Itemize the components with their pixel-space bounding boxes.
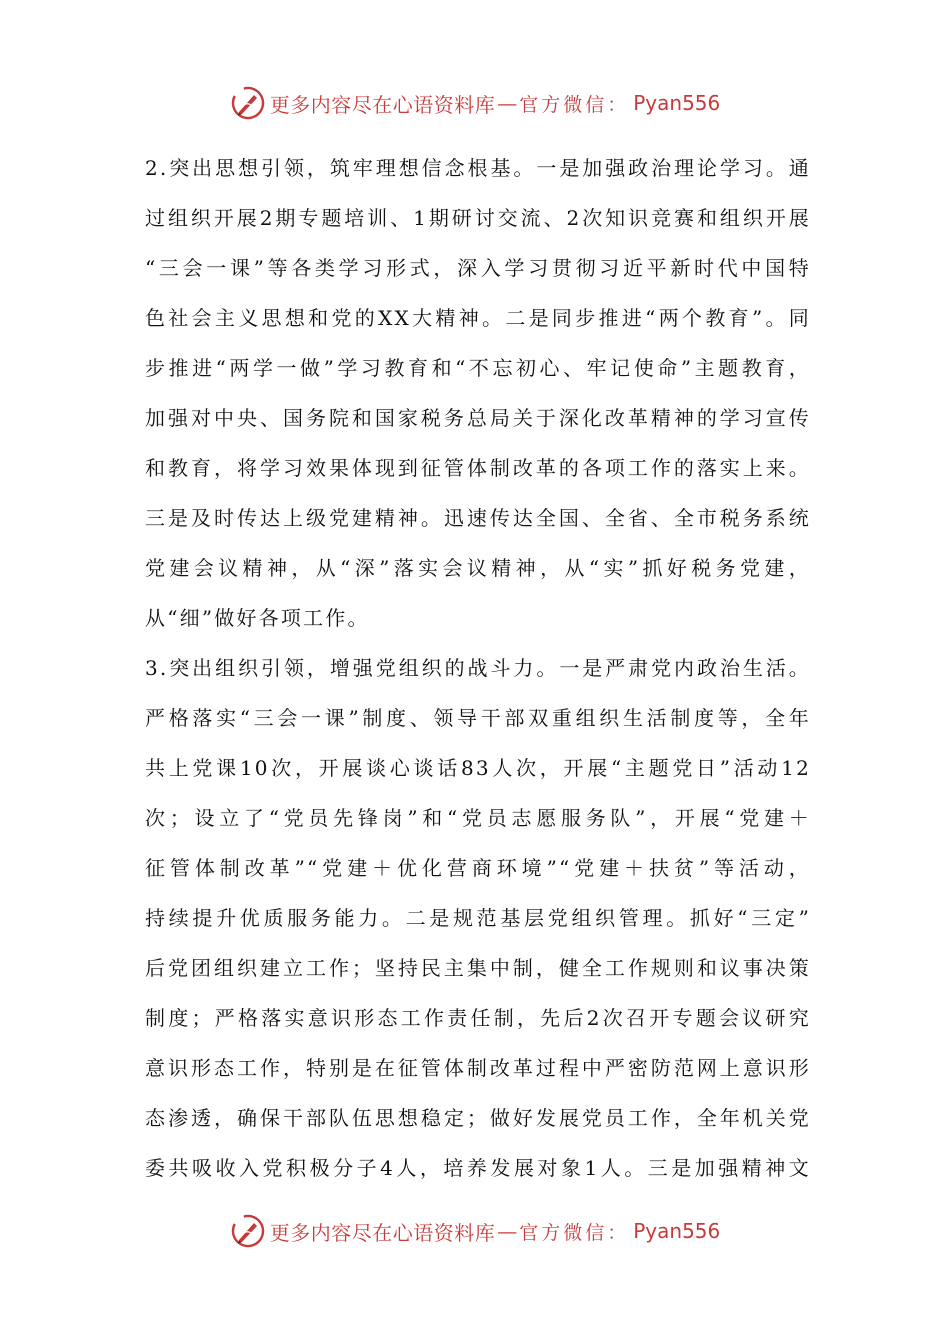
watermark-dash: — — [497, 91, 518, 115]
document-body — [145, 148, 811, 1198]
body-line: 步推进“两学一做”学习教育和“不忘初心、牢记使命”主题教育， — [145, 356, 811, 380]
body-line: 持续提升优质服务能力。二是规范基层党组织管理。抓好“三定” — [145, 906, 811, 930]
watermark-dash: — — [497, 1219, 518, 1243]
body-line: 过组织开展2期专题培训、1期研讨交流、2次知识竞赛和组织开展 — [145, 206, 811, 230]
body-line: 党建会议精神，从“深”落实会议精神，从“实”抓好税务党建， — [145, 556, 811, 580]
pen-circle-logo-icon — [230, 85, 266, 121]
watermark-wechat-label: 官方微信： — [519, 93, 630, 116]
watermark-wechat-label: 官方微信： — [519, 1221, 630, 1244]
body-line: 共上党课10次，开展谈心谈话83人次，开展“主题党日”活动12 — [145, 756, 811, 780]
body-line: 和教育，将学习效果体现到征管体制改革的各项工作的落实上来。 — [145, 456, 811, 480]
body-line: 征管体制改革”“党建＋优化营商环境”“党建＋扶贫”等活动， — [145, 856, 811, 880]
body-line: 委共吸收入党积极分子4人，培养发展对象1人。三是加强精神文 — [145, 1156, 811, 1180]
header-watermark-banner — [0, 83, 950, 123]
body-line: 后党团组织建立工作；坚持民主集中制，健全工作规则和议事决策 — [145, 956, 811, 980]
watermark-brand-text: 更多内容尽在心语资料库 — [269, 92, 496, 117]
footer-watermark-banner — [0, 1211, 950, 1251]
watermark-brand-text: 更多内容尽在心语资料库 — [269, 1220, 496, 1245]
body-line: 从“细”做好各项工作。 — [145, 606, 370, 630]
body-line: 制度；严格落实意识形态工作责任制，先后2次召开专题会议研究 — [145, 1006, 811, 1030]
body-line: 次；设立了“党员先锋岗”和“党员志愿服务队”，开展“党建＋ — [145, 806, 811, 830]
body-line: 意识形态工作，特别是在征管体制改革过程中严密防范网上意识形 — [145, 1056, 811, 1080]
body-line: 严格落实“三会一课”制度、领导干部双重组织生活制度等，全年 — [145, 706, 811, 730]
body-line: 2.突出思想引领，筑牢理想信念根基。一是加强政治理论学习。通 — [145, 156, 811, 180]
body-line: 三是及时传达上级党建精神。迅速传达全国、全省、全市税务系统 — [145, 506, 811, 530]
pen-circle-logo-icon — [230, 1213, 266, 1249]
watermark-wechat-id: Pyan556 — [633, 91, 721, 115]
body-line: 3.突出组织引领，增强党组织的战斗力。一是严肃党内政治生活。 — [145, 656, 811, 680]
watermark-wechat-id: Pyan556 — [633, 1219, 721, 1243]
body-line: 色社会主义思想和党的XX大精神。二是同步推进“两个教育”。同 — [145, 306, 811, 330]
body-line: 态渗透，确保干部队伍思想稳定；做好发展党员工作，全年机关党 — [145, 1106, 811, 1130]
body-line: “三会一课”等各类学习形式，深入学习贯彻习近平新时代中国特 — [145, 256, 811, 280]
body-line: 加强对中央、国务院和国家税务总局关于深化改革精神的学习宣传 — [145, 406, 811, 430]
